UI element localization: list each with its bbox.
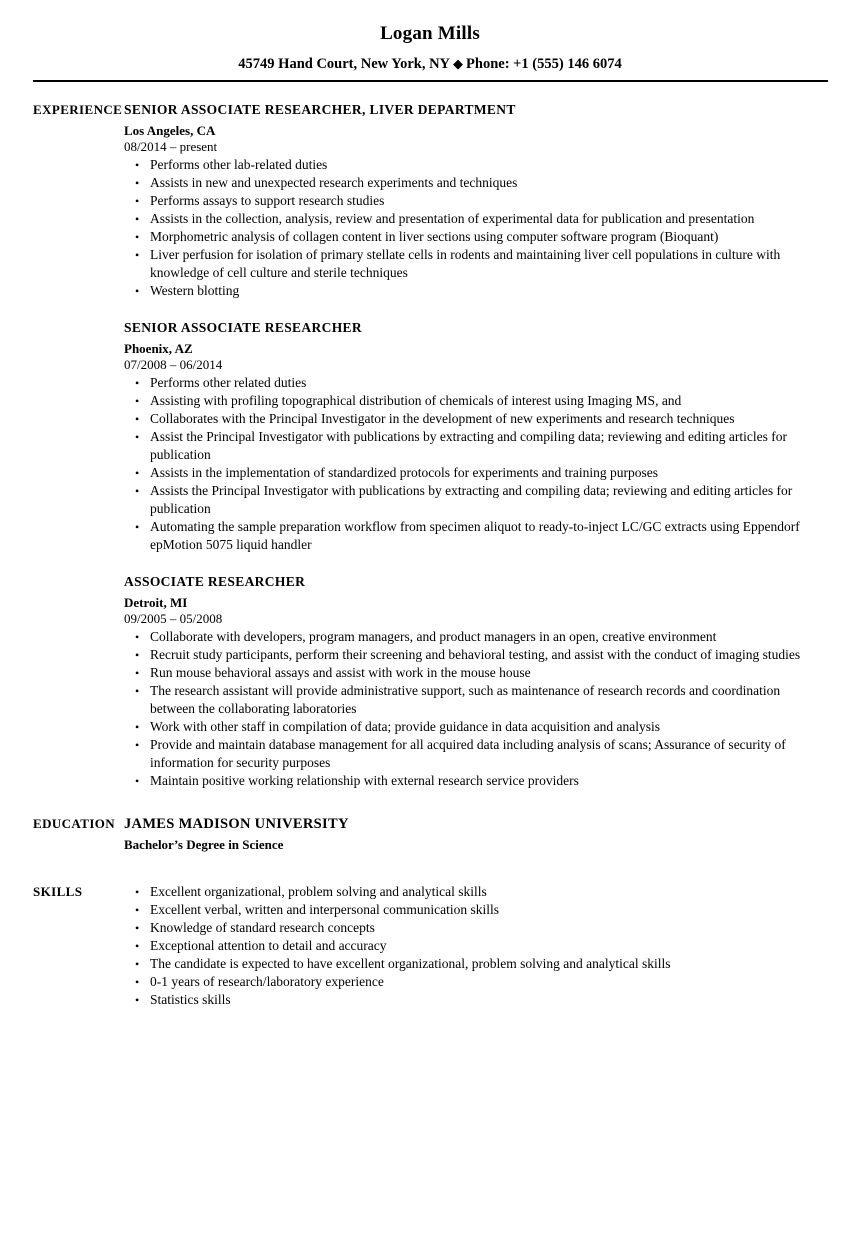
job-bullet-list — [124, 374, 818, 554]
skills-body — [124, 883, 860, 1009]
header-divider — [33, 80, 828, 82]
education-degree: Bachelor’s Degree in Science — [124, 837, 284, 852]
contact-address: 45749 Hand Court, New York, NY — [238, 56, 451, 72]
list-item: • Performs other lab-related duties — [124, 156, 818, 174]
experience-body — [124, 101, 860, 790]
contact-phone: Phone: +1 (555) 146 6074 — [466, 56, 622, 72]
candidate-name: Logan Mills — [380, 23, 480, 44]
list-item: • Statistics skills — [124, 991, 818, 1009]
list-item: • Collaborates with the Principal Investigator in the development of new experiments and research techniques — [124, 410, 818, 428]
job-title: SENIOR ASSOCIATE RESEARCHER — [124, 320, 363, 335]
section-label-education: EDUCATION — [33, 816, 116, 831]
job-bullet-list — [124, 628, 818, 790]
list-item: • Provide and maintain database management for all acquired data including analysis of scans; Assurance of security of information for security purposes — [124, 736, 818, 772]
list-item: • Maintain positive working relationship with external research service providers — [124, 772, 818, 790]
skills-bullet-list — [124, 883, 818, 1009]
list-item: • Assisting with profiling topographical distribution of chemicals of interest using Imaging MS, and — [124, 392, 818, 410]
job-entry — [124, 101, 818, 300]
section-label-experience: EXPERIENCE — [33, 102, 123, 117]
list-item: • Assists the Principal Investigator with publications by extracting and compiling data; reviewing and editing articles for publication — [124, 482, 818, 518]
list-item: • Collaborate with developers, program managers, and product managers in an open, creative environment — [124, 628, 818, 646]
list-item: • Western blotting — [124, 282, 818, 300]
list-item: • Excellent verbal, written and interpersonal communication skills — [124, 901, 818, 919]
list-item: • Exceptional attention to detail and accuracy — [124, 937, 818, 955]
education-school: JAMES MADISON UNIVERSITY — [124, 816, 349, 832]
job-bullet-list — [124, 156, 818, 300]
job-title: SENIOR ASSOCIATE RESEARCHER, LIVER DEPARTMENT — [124, 102, 516, 117]
job-dates: 09/2005 – 05/2008 — [124, 611, 223, 626]
list-item: • Assists in the implementation of standardized protocols for experiments and training purposes — [124, 464, 818, 482]
job-dates: 07/2008 – 06/2014 — [124, 357, 223, 372]
list-item: • Assists in new and unexpected research experiments and techniques — [124, 174, 818, 192]
job-location: Los Angeles, CA — [124, 123, 216, 138]
list-item: • Morphometric analysis of collagen content in liver sections using computer software program (Bioquant) — [124, 228, 818, 246]
resume-header — [0, 0, 860, 82]
list-item: • Assist the Principal Investigator with publications by extracting and compiling data; reviewing and editing articles for publication — [124, 428, 818, 464]
list-item: • Automating the sample preparation workflow from specimen aliquot to ready-to-inject LC/GC extracts using Eppendorf epMotion 5075 liquid handler — [124, 518, 818, 554]
diamond-separator-icon: ◆ — [453, 56, 464, 71]
contact-line — [0, 54, 860, 74]
list-item: • The research assistant will provide administrative support, such as maintenance of research records and coordination between the collaborating laboratories — [124, 682, 818, 718]
list-item: • Excellent organizational, problem solving and analytical skills — [124, 883, 818, 901]
list-item: • 0-1 years of research/laboratory experience — [124, 973, 818, 991]
job-location: Detroit, MI — [124, 595, 188, 610]
list-item: • The candidate is expected to have excellent organizational, problem solving and analytical skills — [124, 955, 818, 973]
job-location: Phoenix, AZ — [124, 341, 193, 356]
list-item: • Recruit study participants, perform their screening and behavioral testing, and assist with the conduct of imaging studies — [124, 646, 818, 664]
education-body — [124, 815, 860, 854]
job-entry — [124, 573, 818, 790]
section-education — [0, 815, 860, 854]
list-item: • Knowledge of standard research concepts — [124, 919, 818, 937]
job-title: ASSOCIATE RESEARCHER — [124, 574, 306, 589]
section-experience — [0, 101, 860, 790]
section-label-skills: SKILLS — [33, 884, 83, 899]
section-skills — [0, 883, 860, 1009]
list-item: • Assists in the collection, analysis, review and presentation of experimental data for publication and presentation — [124, 210, 818, 228]
job-entry — [124, 319, 818, 554]
list-item: • Work with other staff in compilation of data; provide guidance in data acquisition and analysis — [124, 718, 818, 736]
list-item: • Performs other related duties — [124, 374, 818, 392]
list-item: • Performs assays to support research studies — [124, 192, 818, 210]
job-dates: 08/2014 – present — [124, 139, 218, 154]
list-item: • Run mouse behavioral assays and assist with work in the mouse house — [124, 664, 818, 682]
list-item: • Liver perfusion for isolation of primary stellate cells in rodents and maintaining liver cell populations in culture with knowledge of cell culture and sterile techniques — [124, 246, 818, 282]
